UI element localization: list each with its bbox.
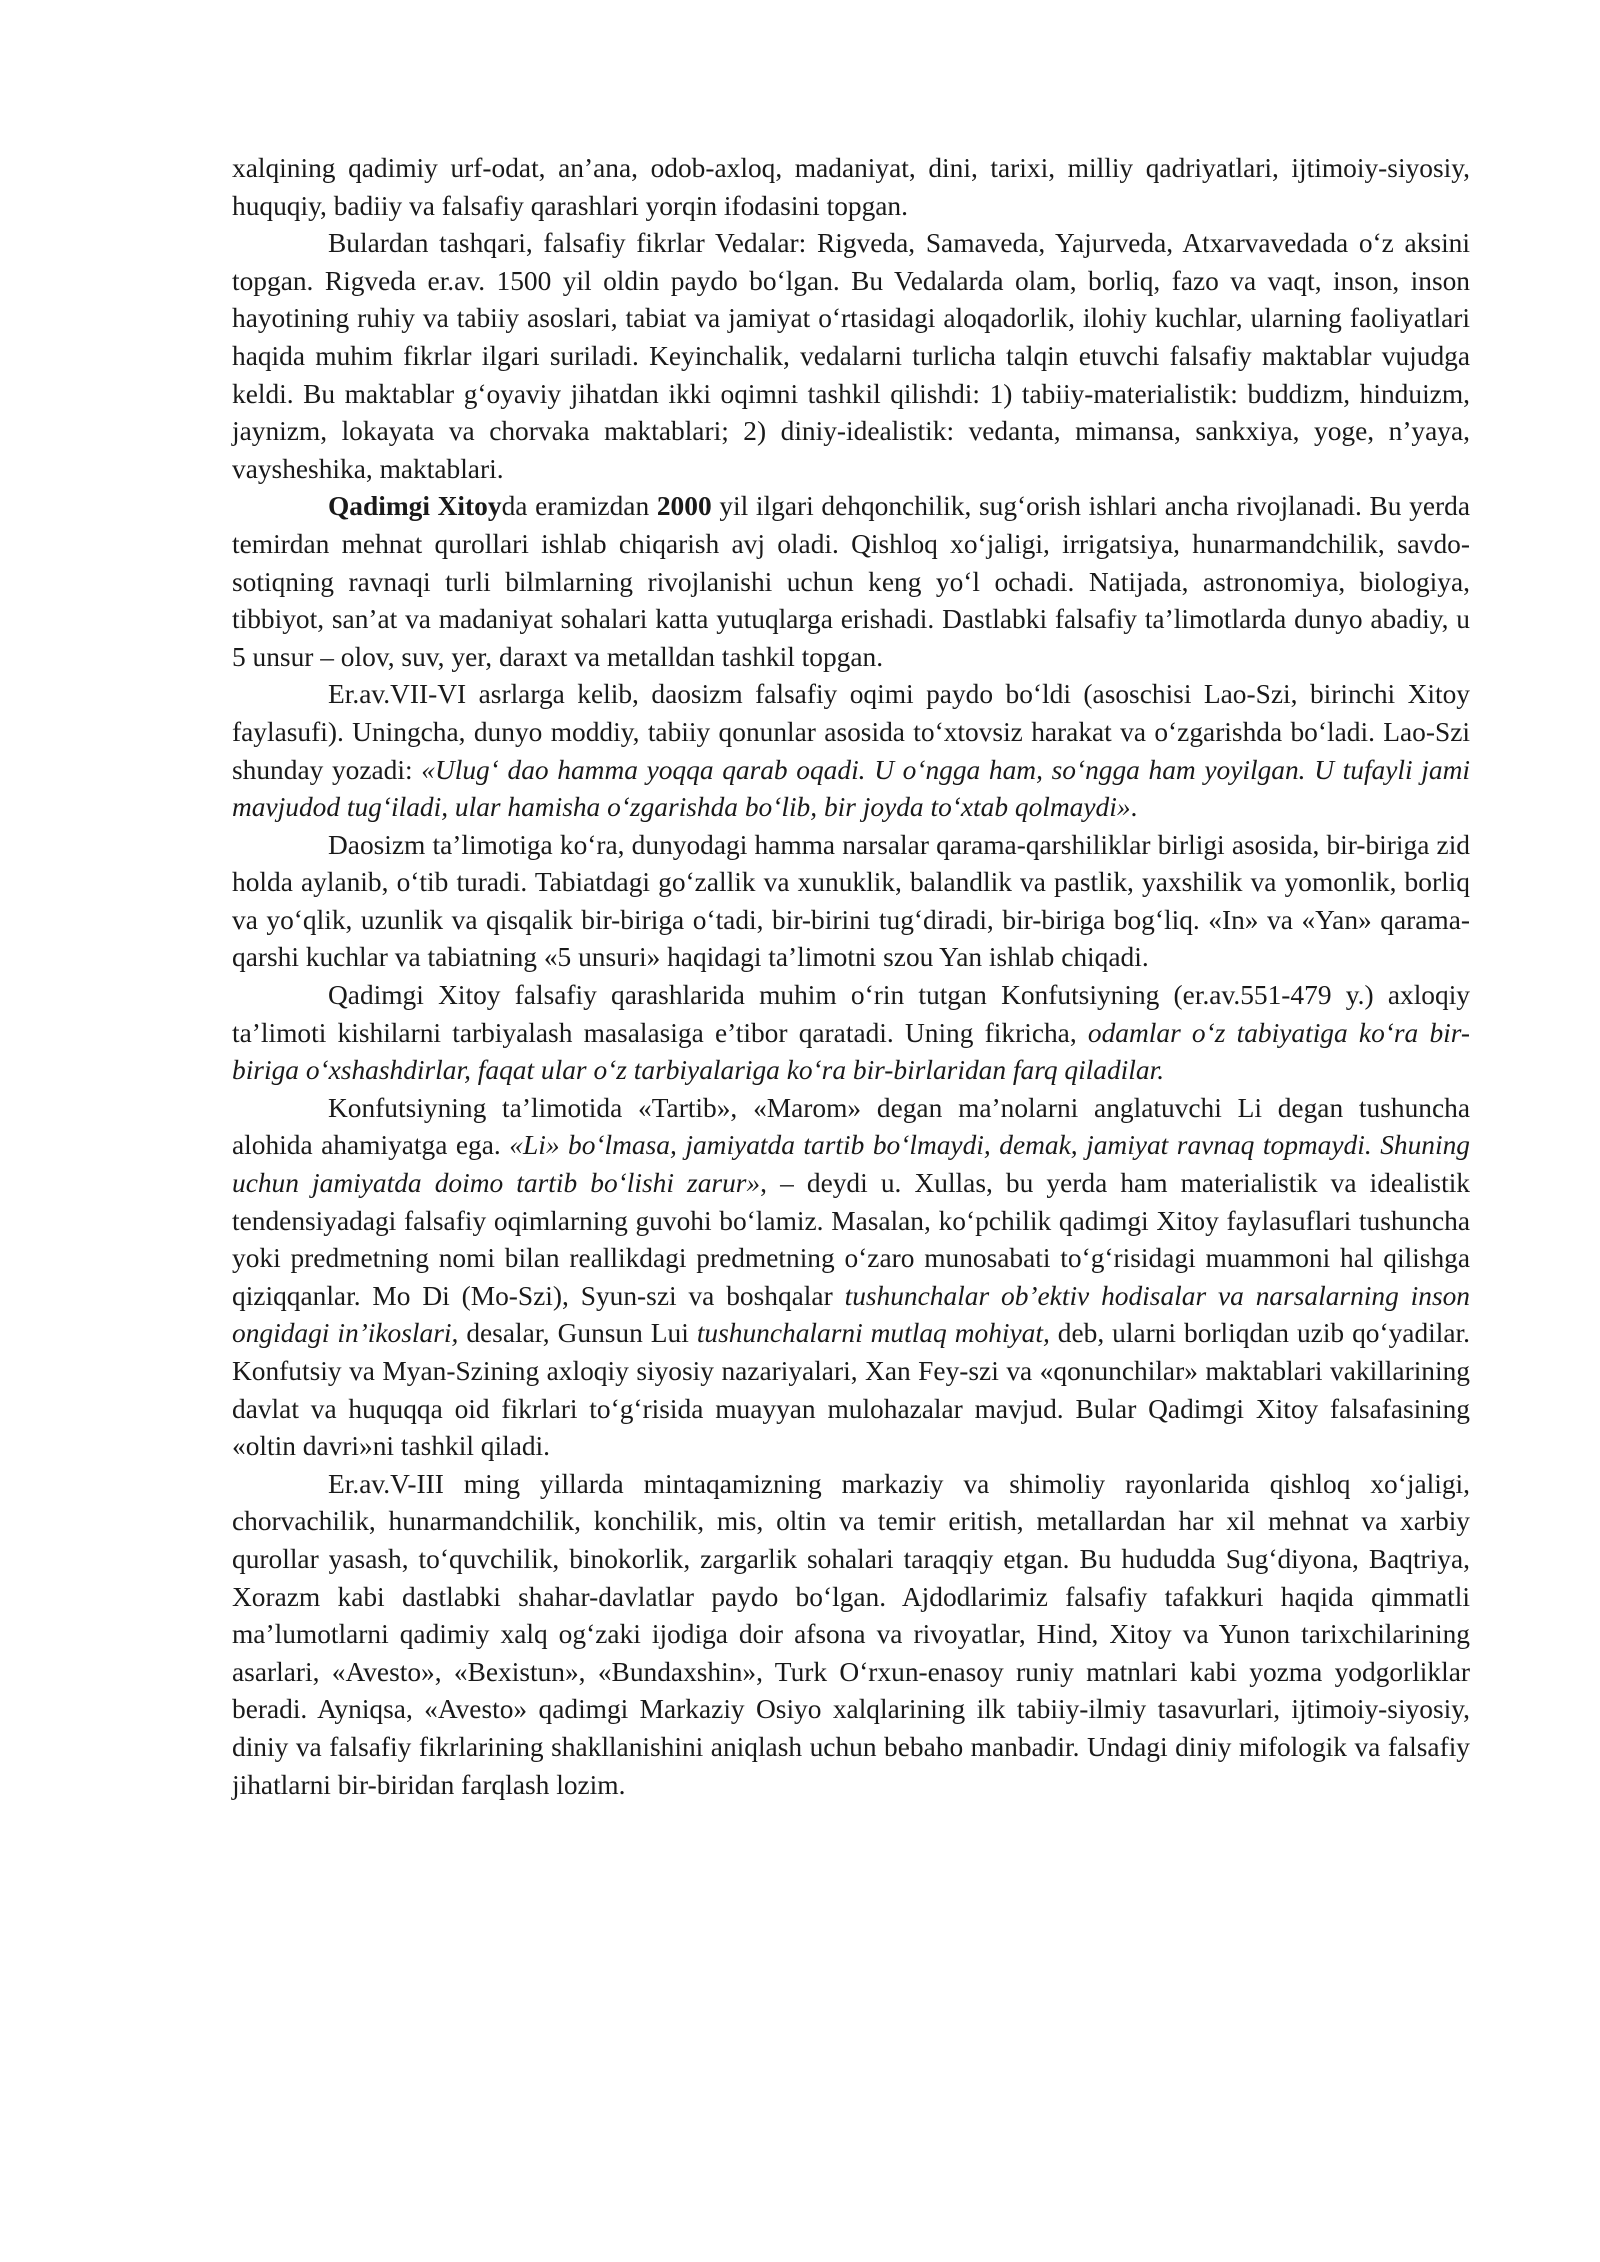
text-run: Konfutsiyning ta’limotida «Tartib», «Marom» degan ma’nolarni anglatuvchi Li degan tushuncha alohida ahamiyatga ega. (232, 1092, 1470, 1161)
text-run: deb, ularni borliqdan uzib qo‘yadilar. Konfutsiy va Myan-Szining axloqiy siyosiy nazariyalari, Xan Fey-szi va «qonunchilar» maktablari vakillarining davlat va huquqqa oid fikrlari to‘g‘risida muayyan mulohazalar mavjud. Bular Qadimgi Xitoy falsafasining «oltin davri»ni tashkil qiladi. (232, 1318, 1470, 1462)
text-run: Qadimgi Xitoy falsafiy qarashlarida muhim o‘rin tutgan Konfutsiyning (er.av.551-479 y.) axloqiy ta’limoti kishilarni tarbiyalash masalasiga e’tibor qaratadi. Uning fikricha, (232, 980, 1470, 1048)
paragraph (232, 977, 1470, 1090)
text-run: xalqining qadimiy urf-odat, an’ana, odob-axloq, madaniyat, dini, tarixi, milliy qadriyatlari, ijtimoiy-siyosiy, huquqiy, badiiy va falsafiy qarashlari yorqin ifodasini topgan. (232, 153, 1470, 221)
text-run: desalar, Gunsun Lui (458, 1318, 697, 1349)
text-run: Er.av.V-III ming yillarda mintaqamizning markaziy va shimoliy rayonlarida qishloq xo‘jaligi, chorvachilik, hunarmandchilik, konchilik, mis, oltin va temir eritish, metallardan har xil mehnat va xarbiy qurollar yasash, to‘quvchilik, binokorlik, zargarlik sohalari taraqqiy etgan. Bu hududda Sug‘diyona, Baqtriya, Xorazm kabi dastlabki shahar-davlatlar paydo bo‘lgan. Ajdodlarimiz falsafiy tafakkuri haqida qimmatli ma’lumotlarni qadimiy xalq og‘zaki ijodiga doir afsona va rivoyatlar, Hind, Xitoy va Yunon tarixchilarining asarlari, «Avesto», «Bexistun», «Bundaxshin», Turk O‘rxun-enasoy runiy matnlari kabi yozma yodgorliklar beradi. Ayniqsa, «Avesto» qadimgi Markaziy Osiyo xalqlarining ilk tabiiy-ilmiy tasavurlari, ijtimoiy-siyosiy, diniy va falsafiy fikrlarining shakllanishini aniqlash uchun bebaho manbadir. Undagi diniy mifologik va falsafiy jihatlarni bir-biridan farqlash lozim. (232, 1468, 1470, 1800)
italic-quote: «Ulug‘ dao hamma yoqqa qarab oqadi. U o‘ngga ham, so‘ngga ham yoyilgan. U tufayli jami mavjudod tug‘iladi, ular hamisha o‘zgarishda bo‘lib, bir joyda to‘xtab qolmaydi» (232, 754, 1470, 823)
paragraph (232, 1090, 1470, 1466)
italic-quote: tushunchalarni mutlaq mohiyat, (696, 1318, 1050, 1349)
paragraph (232, 1466, 1470, 1804)
text-run: . (1130, 792, 1138, 823)
paragraph (232, 827, 1470, 977)
bold-text: 2000 (656, 491, 712, 522)
paragraph (232, 488, 1470, 676)
paragraph (232, 150, 1470, 225)
paragraph (232, 225, 1470, 488)
italic-quote: tushunchalar ob’ektiv hodisalar va narsalarning inson ongidagi in’ikoslari, (232, 1280, 1471, 1349)
body-text (232, 150, 1470, 1804)
text-run: yil ilgari dehqonchilik, sug‘orish ishlari ancha rivojlanadi. Bu yerda temirdan mehnat qurollari ishlab chiqarish avj oladi. Qishloq xo‘jaligi, irrigatsiya, hunarmandchilik, savdo-sotiqning ravnaqi turli bilmlarning rivojlanishi uchun keng yo‘l ochadi. Natijada, astronomiya, biologiya, tibbiyot, san’at va madaniyat sohalari katta yutuqlarga erishadi. Dastlabki falsafiy ta’limotlarda dunyo abadiy, u 5 unsur – olov, suv, yer, daraxt va metalldan tashkil topgan. (232, 491, 1470, 672)
text-run: Daosizm ta’limotiga ko‘ra, dunyodagi hamma narsalar qarama-qarshiliklar birligi asosida, bir-biriga zid holda aylanib, o‘tib turadi. Tabiatdagi go‘zallik va xunuklik, balandlik va pastlik, yaxshilik va yomonlik, borliq va yo‘qlik, uzunlik va qisqalik bir-biriga o‘tadi, bir-birini tug‘diradi, bir-biriga bog‘liq. «In» va «Yan» qarama-qarshi kuchlar va tabiatning «5 unsuri» haqidagi ta’limotni szou Yan ishlab chiqadi. (232, 829, 1470, 973)
italic-quote: «Li» bo‘lmasa, jamiyatda tartib bo‘lmaydi, demak, jamiyat ravnaq topmaydi. Shuning uchun jamiyatda doimo tartib bo‘lishi zarur» (232, 1130, 1470, 1199)
text-run: da eramizdan (501, 491, 657, 522)
italic-quote: odamlar o‘z tabiyatiga ko‘ra bir-biriga o‘xshashdirlar, faqat ular o‘z tarbiyalariga ko‘ra bir-birlaridan farq qiladilar. (232, 1017, 1470, 1086)
paragraph (232, 676, 1470, 826)
text-run: Bulardan tashqari, falsafiy fikrlar Vedalar: Rigveda, Samaveda, Yajurveda, Atxarvavedada o‘z aksini topgan. Rigveda er.av. 1500 yil oldin paydo bo‘lgan. Bu Vedalarda olam, borliq, fazo va vaqt, inson, inson hayotining ruhiy va tabiiy asoslari, tabiat va jamiyat o‘rtasidagi aloqadorlik, ilohiy kuchlar, ularning faoliyatlari haqida muhim fikrlar ilgari suriladi. Keyinchalik, vedalarni turlicha talqin etuvchi falsafiy maktablar vujudga keldi. Bu maktablar g‘oyaviy jihatdan ikki oqimni tashkil qilishdi: 1) tabiiy-materialistik: buddizm, hinduizm, jaynizm, lokayata va chorvaka maktablari; 2) diniy-idealistik: vedanta, mimansa, sankxiya, yoge, n’yaya, vaysheshika, maktablari. (232, 228, 1470, 484)
bold-text: Qadimgi Xitoy (328, 491, 502, 522)
text-run: Er.av.VII-VI asrlarga kelib, daosizm falsafiy oqimi paydo bo‘ldi (asoschisi Lao-Szi, birinchi Xitoy faylasufi). Uningcha, dunyo moddiy, tabiiy qonunlar asosida to‘xtovsiz harakat va o‘zgarishda bo‘ladi. Lao-Szi shunday yozadi: (232, 679, 1470, 785)
text-run: , – deydi u. Xullas, bu yerda ham materialistik va idealistik tendensiyadagi falsafiy oqimlarning guvohi bo‘lamiz. Masalan, ko‘pchilik qadimgi Xitoy faylasuflari tushuncha yoki predmetning nomi bilan reallikdagi predmetning o‘zaro munosabati to‘g‘risidagi muammoni hal qilishga qiziqqanlar. Mo Di (Mo-Szi), Syun-szi va boshqalar (232, 1168, 1470, 1311)
